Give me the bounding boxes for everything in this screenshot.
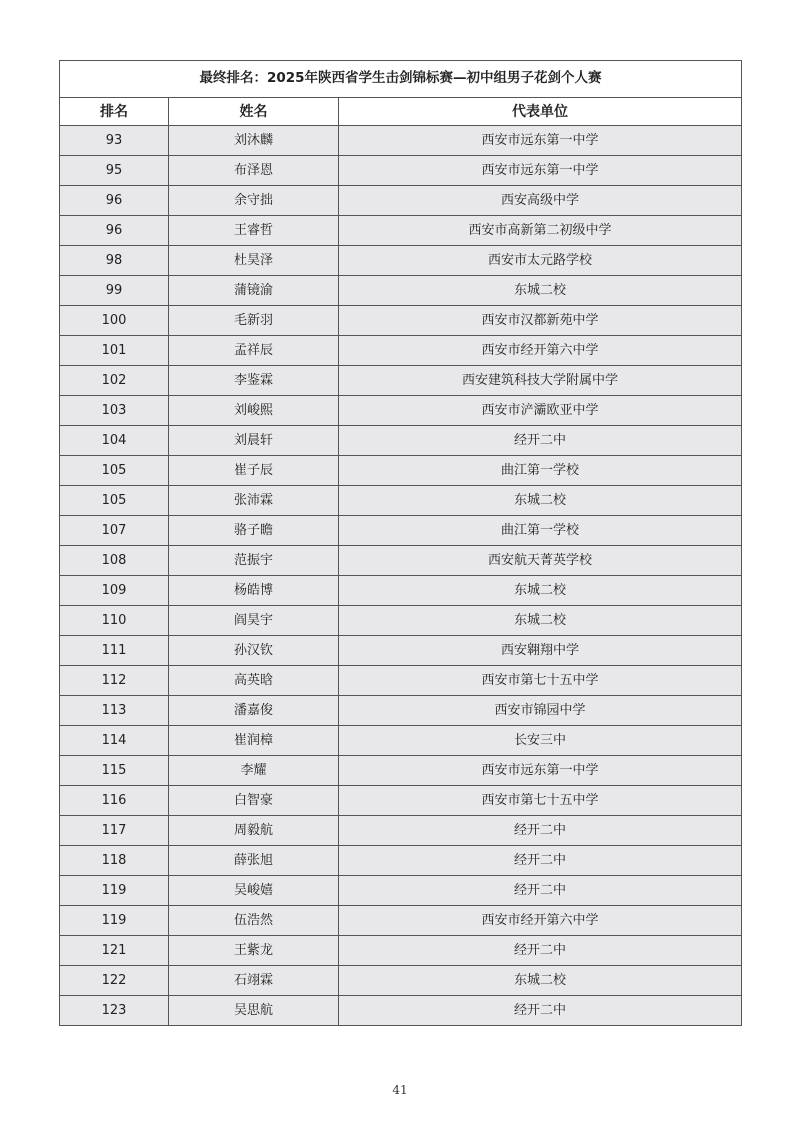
table-row (60, 396, 742, 426)
name-cell: 孟祥辰 (169, 336, 339, 366)
unit-cell: 西安市第七十五中学 (339, 666, 742, 696)
unit-cell: 西安市经开第六中学 (339, 906, 742, 936)
table-row (60, 936, 742, 966)
rank-cell: 112 (60, 666, 169, 696)
name-cell: 阎昊宇 (169, 606, 339, 636)
name-cell: 范振宇 (169, 546, 339, 576)
table-row (60, 696, 742, 726)
unit-cell: 西安市锦园中学 (339, 696, 742, 726)
rank-cell: 93 (60, 126, 169, 156)
rank-cell: 101 (60, 336, 169, 366)
name-cell: 布泽恩 (169, 156, 339, 186)
table-body (60, 126, 742, 1026)
name-cell: 余守拙 (169, 186, 339, 216)
rank-cell: 123 (60, 996, 169, 1026)
unit-cell: 经开二中 (339, 996, 742, 1026)
table-row (60, 366, 742, 396)
unit-cell: 西安市远东第一中学 (339, 126, 742, 156)
name-cell: 崔子辰 (169, 456, 339, 486)
name-cell: 杨皓博 (169, 576, 339, 606)
table-row (60, 186, 742, 216)
ranking-table (59, 60, 742, 1026)
name-cell: 周毅航 (169, 816, 339, 846)
unit-cell: 西安市太元路学校 (339, 246, 742, 276)
table-row (60, 576, 742, 606)
table-title: 最终排名：2025年陕西省学生击剑锦标赛—初中组男子花剑个人赛 (60, 61, 742, 98)
name-cell: 王紫龙 (169, 936, 339, 966)
table-row (60, 486, 742, 516)
name-cell: 吴思航 (169, 996, 339, 1026)
table-row (60, 636, 742, 666)
rank-cell: 100 (60, 306, 169, 336)
rank-cell: 103 (60, 396, 169, 426)
table-row (60, 216, 742, 246)
unit-cell: 东城二校 (339, 576, 742, 606)
rank-cell: 96 (60, 186, 169, 216)
unit-cell: 东城二校 (339, 486, 742, 516)
unit-cell: 西安市第七十五中学 (339, 786, 742, 816)
table-row (60, 756, 742, 786)
name-cell: 杜昊泽 (169, 246, 339, 276)
unit-cell: 西安市高新第二初级中学 (339, 216, 742, 246)
rank-cell: 96 (60, 216, 169, 246)
name-cell: 孙汉钦 (169, 636, 339, 666)
table-row (60, 666, 742, 696)
rank-cell: 113 (60, 696, 169, 726)
unit-cell: 长安三中 (339, 726, 742, 756)
rank-cell: 105 (60, 486, 169, 516)
name-cell: 李耀 (169, 756, 339, 786)
table-row (60, 276, 742, 306)
unit-cell: 曲江第一学校 (339, 456, 742, 486)
table-row (60, 786, 742, 816)
table-row (60, 966, 742, 996)
unit-cell: 曲江第一学校 (339, 516, 742, 546)
rank-cell: 119 (60, 876, 169, 906)
header-name: 姓名 (169, 98, 339, 126)
unit-cell: 经开二中 (339, 816, 742, 846)
unit-cell: 西安航天菁英学校 (339, 546, 742, 576)
rank-cell: 118 (60, 846, 169, 876)
table-row (60, 546, 742, 576)
name-cell: 张沛霖 (169, 486, 339, 516)
name-cell: 潘嘉俊 (169, 696, 339, 726)
rank-cell: 117 (60, 816, 169, 846)
rank-cell: 107 (60, 516, 169, 546)
unit-cell: 东城二校 (339, 606, 742, 636)
name-cell: 蒲镜渝 (169, 276, 339, 306)
rank-cell: 104 (60, 426, 169, 456)
unit-cell: 西安市经开第六中学 (339, 336, 742, 366)
table-row (60, 126, 742, 156)
table-row (60, 846, 742, 876)
table-row (60, 306, 742, 336)
name-cell: 伍浩然 (169, 906, 339, 936)
name-cell: 吴峻嬉 (169, 876, 339, 906)
name-cell: 高英晗 (169, 666, 339, 696)
rank-cell: 122 (60, 966, 169, 996)
rank-cell: 119 (60, 906, 169, 936)
rank-cell: 110 (60, 606, 169, 636)
table-row (60, 426, 742, 456)
table-row (60, 816, 742, 846)
rank-cell: 115 (60, 756, 169, 786)
unit-cell: 西安市浐灞欧亚中学 (339, 396, 742, 426)
name-cell: 毛新羽 (169, 306, 339, 336)
unit-cell: 东城二校 (339, 966, 742, 996)
table-row (60, 876, 742, 906)
table-row (60, 336, 742, 366)
header-rank: 排名 (60, 98, 169, 126)
name-cell: 石翊霖 (169, 966, 339, 996)
page-number: 41 (392, 1083, 408, 1097)
name-cell: 骆子瞻 (169, 516, 339, 546)
table-row (60, 156, 742, 186)
name-cell: 刘峻熙 (169, 396, 339, 426)
rank-cell: 108 (60, 546, 169, 576)
unit-cell: 西安建筑科技大学附属中学 (339, 366, 742, 396)
rank-cell: 105 (60, 456, 169, 486)
name-cell: 薛张旭 (169, 846, 339, 876)
name-cell: 刘晨轩 (169, 426, 339, 456)
rank-cell: 95 (60, 156, 169, 186)
table-row (60, 996, 742, 1026)
table-row (60, 516, 742, 546)
table-row (60, 456, 742, 486)
unit-cell: 经开二中 (339, 936, 742, 966)
name-cell: 崔润樟 (169, 726, 339, 756)
rank-cell: 111 (60, 636, 169, 666)
name-cell: 刘沐麟 (169, 126, 339, 156)
rank-cell: 98 (60, 246, 169, 276)
rank-cell: 116 (60, 786, 169, 816)
rank-cell: 114 (60, 726, 169, 756)
rank-cell: 99 (60, 276, 169, 306)
unit-cell: 东城二校 (339, 276, 742, 306)
unit-cell: 西安市远东第一中学 (339, 756, 742, 786)
table-row (60, 726, 742, 756)
name-cell: 李鉴霖 (169, 366, 339, 396)
unit-cell: 经开二中 (339, 846, 742, 876)
name-cell: 白智豪 (169, 786, 339, 816)
unit-cell: 西安市汉都新苑中学 (339, 306, 742, 336)
rank-cell: 121 (60, 936, 169, 966)
table-row (60, 606, 742, 636)
table-row (60, 246, 742, 276)
rank-cell: 102 (60, 366, 169, 396)
name-cell: 王睿哲 (169, 216, 339, 246)
table-row (60, 906, 742, 936)
unit-cell: 经开二中 (339, 426, 742, 456)
rank-cell: 109 (60, 576, 169, 606)
unit-cell: 西安翱翔中学 (339, 636, 742, 666)
unit-cell: 西安高级中学 (339, 186, 742, 216)
unit-cell: 经开二中 (339, 876, 742, 906)
header-unit: 代表单位 (339, 98, 742, 126)
unit-cell: 西安市远东第一中学 (339, 156, 742, 186)
